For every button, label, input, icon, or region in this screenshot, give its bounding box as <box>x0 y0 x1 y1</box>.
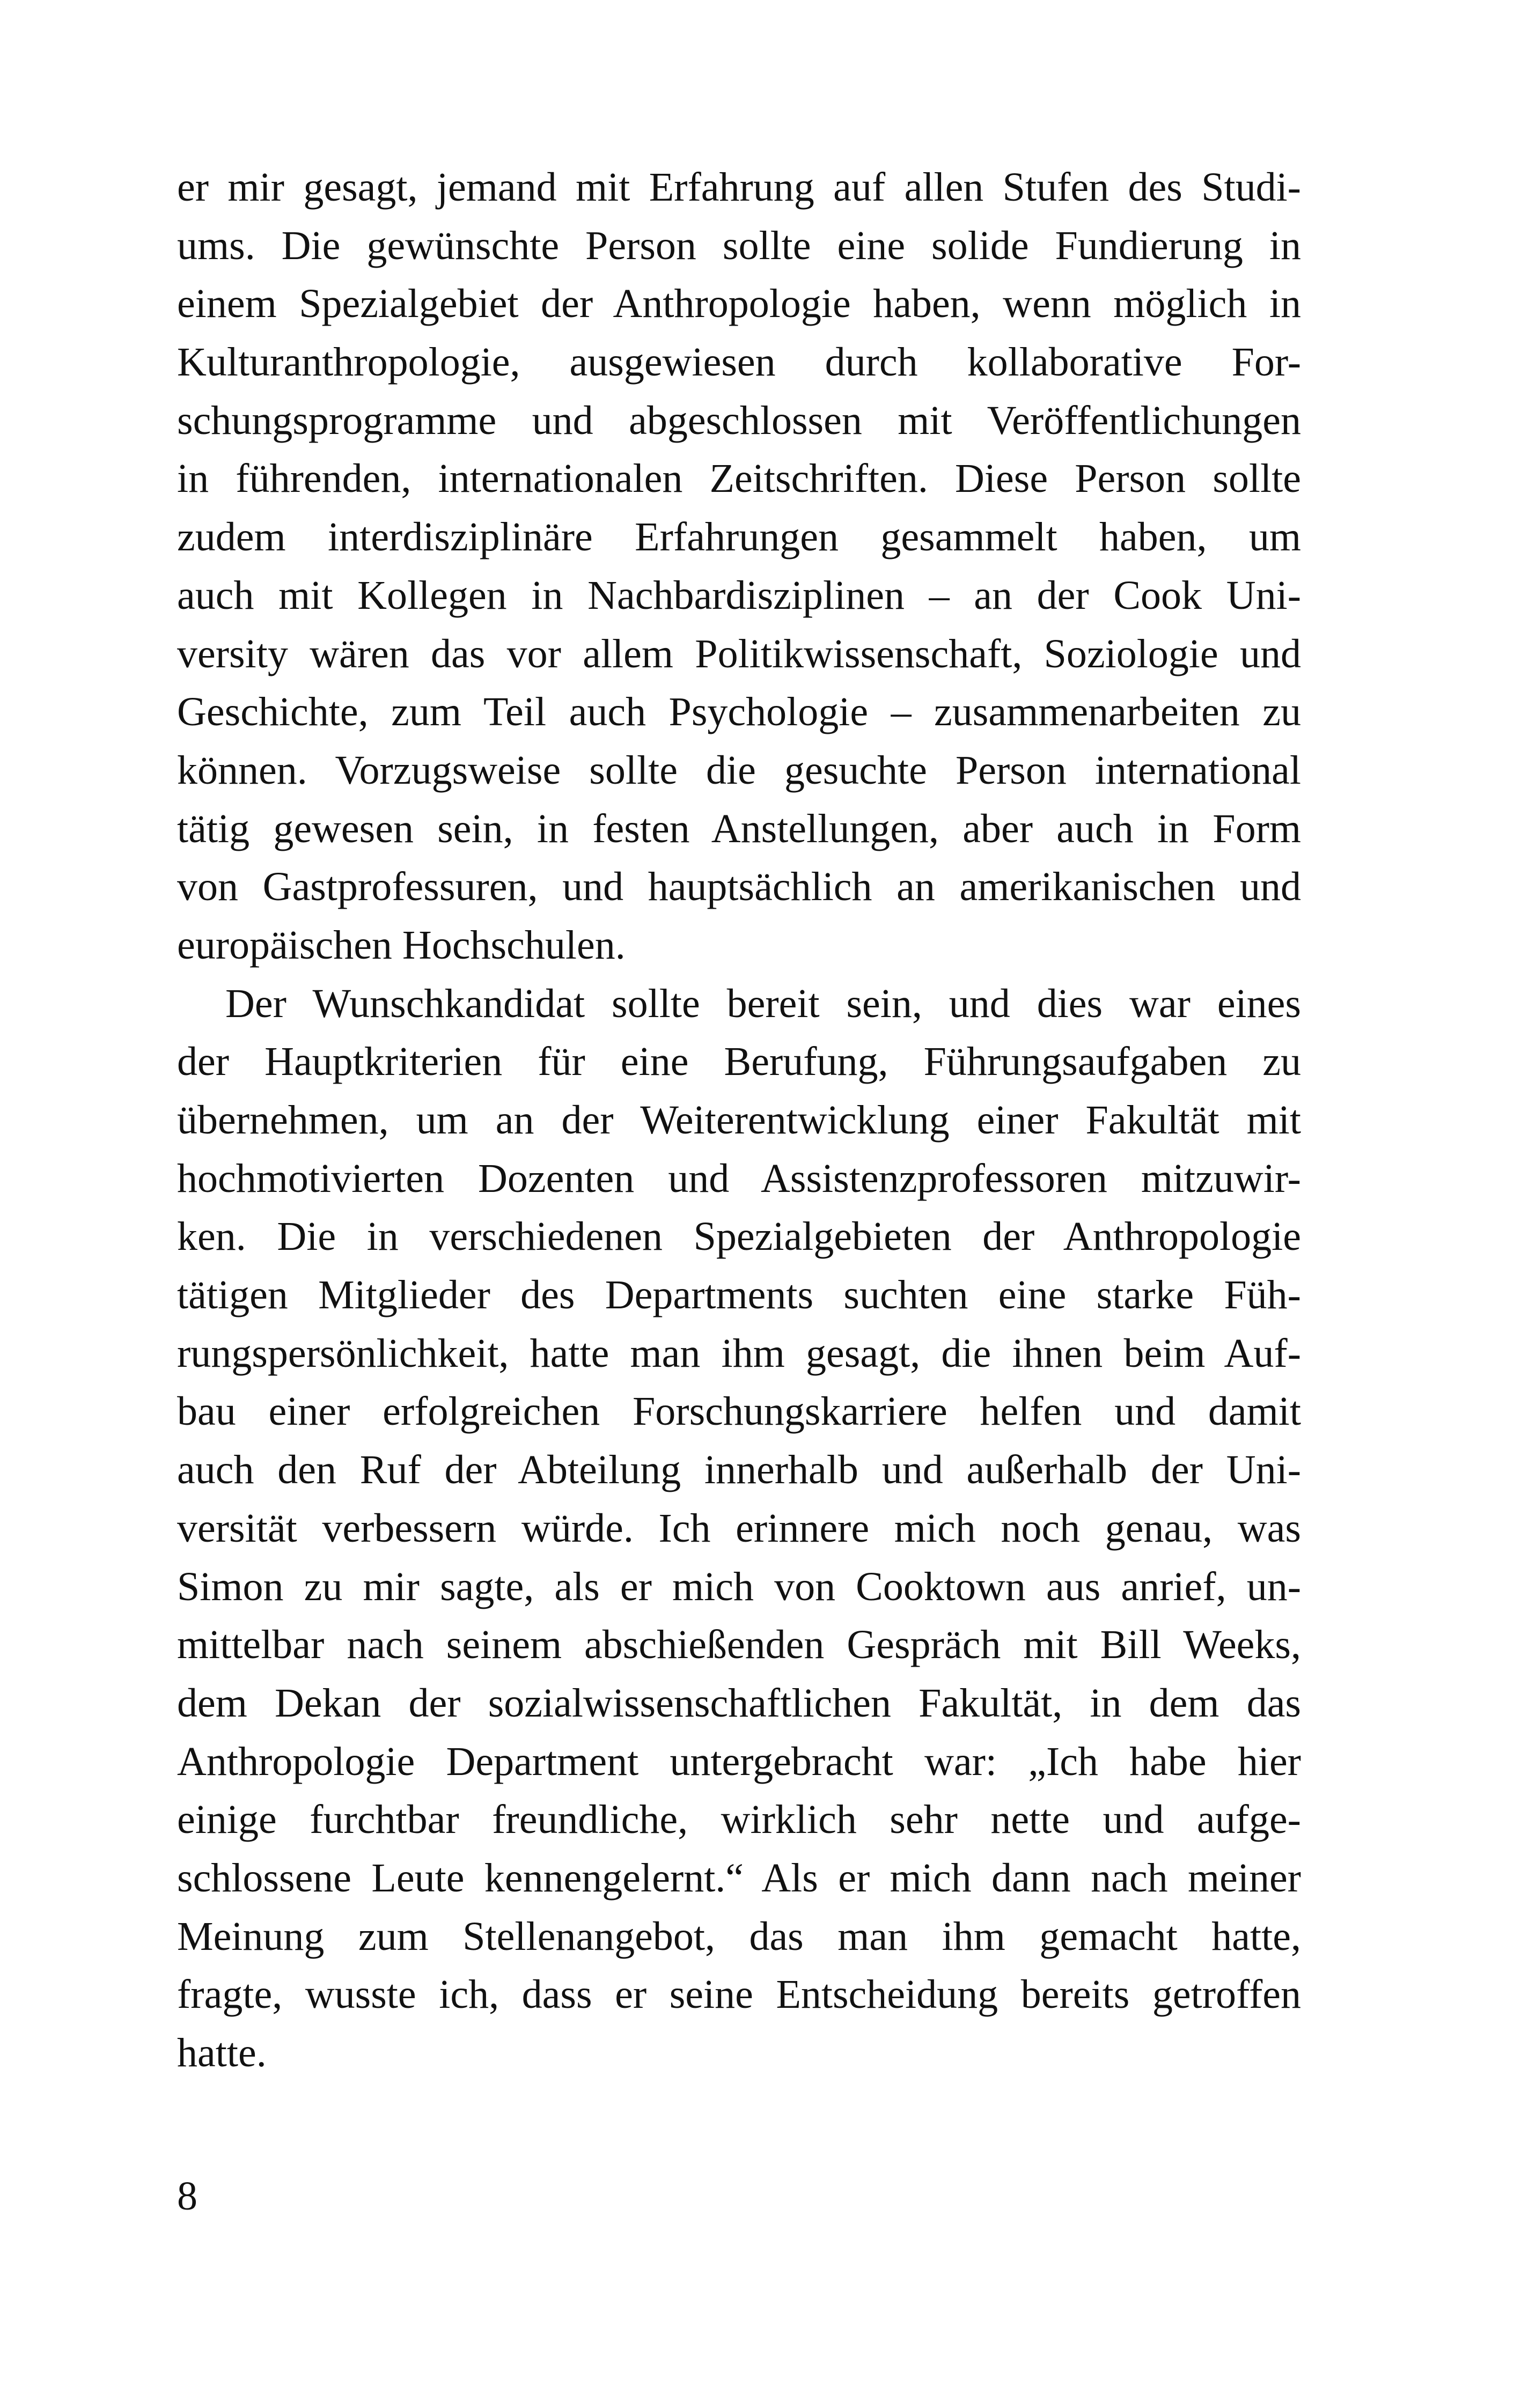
text-line: zudem interdisziplinäre Erfahrungen gesammelt haben, um <box>177 514 1301 560</box>
text-line: in führenden, internationalen Zeitschriften. Diese Person sollte <box>177 456 1301 502</box>
text-line: dem Dekan der sozialwissenschaftlichen Fakultät, in dem das <box>177 1680 1301 1726</box>
paragraph <box>177 975 1301 2082</box>
text-line: Anthropologie Department untergebracht war: „Ich habe hier <box>177 1739 1301 1784</box>
text-line: Der Wunschkandidat sollte bereit sein, und dies war eines <box>225 981 1301 1026</box>
text-line: einem Spezialgebiet der Anthropologie haben, wenn möglich in <box>177 281 1301 327</box>
text-line: hochmotivierten Dozenten und Assistenzprofessoren mitzuwir- <box>177 1155 1301 1201</box>
text-line: schungsprogramme und abgeschlossen mit Veröffentlichungen <box>177 397 1301 443</box>
text-line: auch den Ruf der Abteilung innerhalb und außerhalb der Uni- <box>177 1447 1301 1493</box>
text-line: europäischen Hochschulen. <box>177 922 626 968</box>
text-line: versität verbessern würde. Ich erinnere mich noch genau, was <box>177 1505 1301 1551</box>
text-line: mittelbar nach seinem abschießenden Gespräch mit Bill Weeks, <box>177 1622 1301 1668</box>
text-line: ums. Die gewünschte Person sollte eine solide Fundierung in <box>177 223 1301 268</box>
text-line: Geschichte, zum Teil auch Psychologie – zusammenarbeiten zu <box>177 689 1301 735</box>
text-line: auch mit Kollegen in Nachbardisziplinen – an der Cook Uni- <box>177 572 1301 618</box>
text-line: tätig gewesen sein, in festen Anstellungen, aber auch in Form <box>177 806 1301 851</box>
text-line: rungspersönlichkeit, hatte man ihm gesagt, die ihnen beim Auf- <box>177 1330 1301 1376</box>
text-line: Kulturanthropologie, ausgewiesen durch kollaborative For- <box>177 340 1301 385</box>
text-line: von Gastprofessuren, und hauptsächlich an amerikanischen und <box>177 864 1301 910</box>
body-text <box>177 158 1301 2082</box>
text-line: der Hauptkriterien für eine Berufung, Führungsaufgaben zu <box>177 1039 1301 1085</box>
text-line: übernehmen, um an der Weiterentwicklung einer Fakultät mit <box>177 1098 1301 1143</box>
text-line: schlossene Leute kennengelernt.“ Als er mich dann nach meiner <box>177 1855 1301 1901</box>
text-line: fragte, wusste ich, dass er seine Entscheidung bereits getroffen <box>177 1972 1301 2017</box>
text-line: hatte. <box>177 2030 267 2075</box>
text-line: er mir gesagt, jemand mit Erfahrung auf allen Stufen des Studi- <box>177 165 1301 210</box>
text-line: bau einer erfolgreichen Forschungskarriere helfen und damit <box>177 1389 1301 1434</box>
text-line: einige furchtbar freundliche, wirklich sehr nette und aufge- <box>177 1797 1301 1843</box>
text-line: Meinung zum Stellenangebot, das man ihm gemacht hatte, <box>177 1913 1301 1959</box>
text-line: können. Vorzugsweise sollte die gesuchte Person international <box>177 747 1301 793</box>
text-line: tätigen Mitglieder des Departments suchten eine starke Füh- <box>177 1272 1301 1318</box>
text-line: Simon zu mir sagte, als er mich von Cooktown aus anrief, un- <box>177 1564 1301 1609</box>
text-line: versity wären das vor allem Politikwissenschaft, Soziologie und <box>177 631 1301 676</box>
text-line: ken. Die in verschiedenen Spezialgebieten der Anthropologie <box>177 1214 1301 1260</box>
paragraph <box>177 158 1301 975</box>
page-number: 8 <box>177 2174 197 2219</box>
